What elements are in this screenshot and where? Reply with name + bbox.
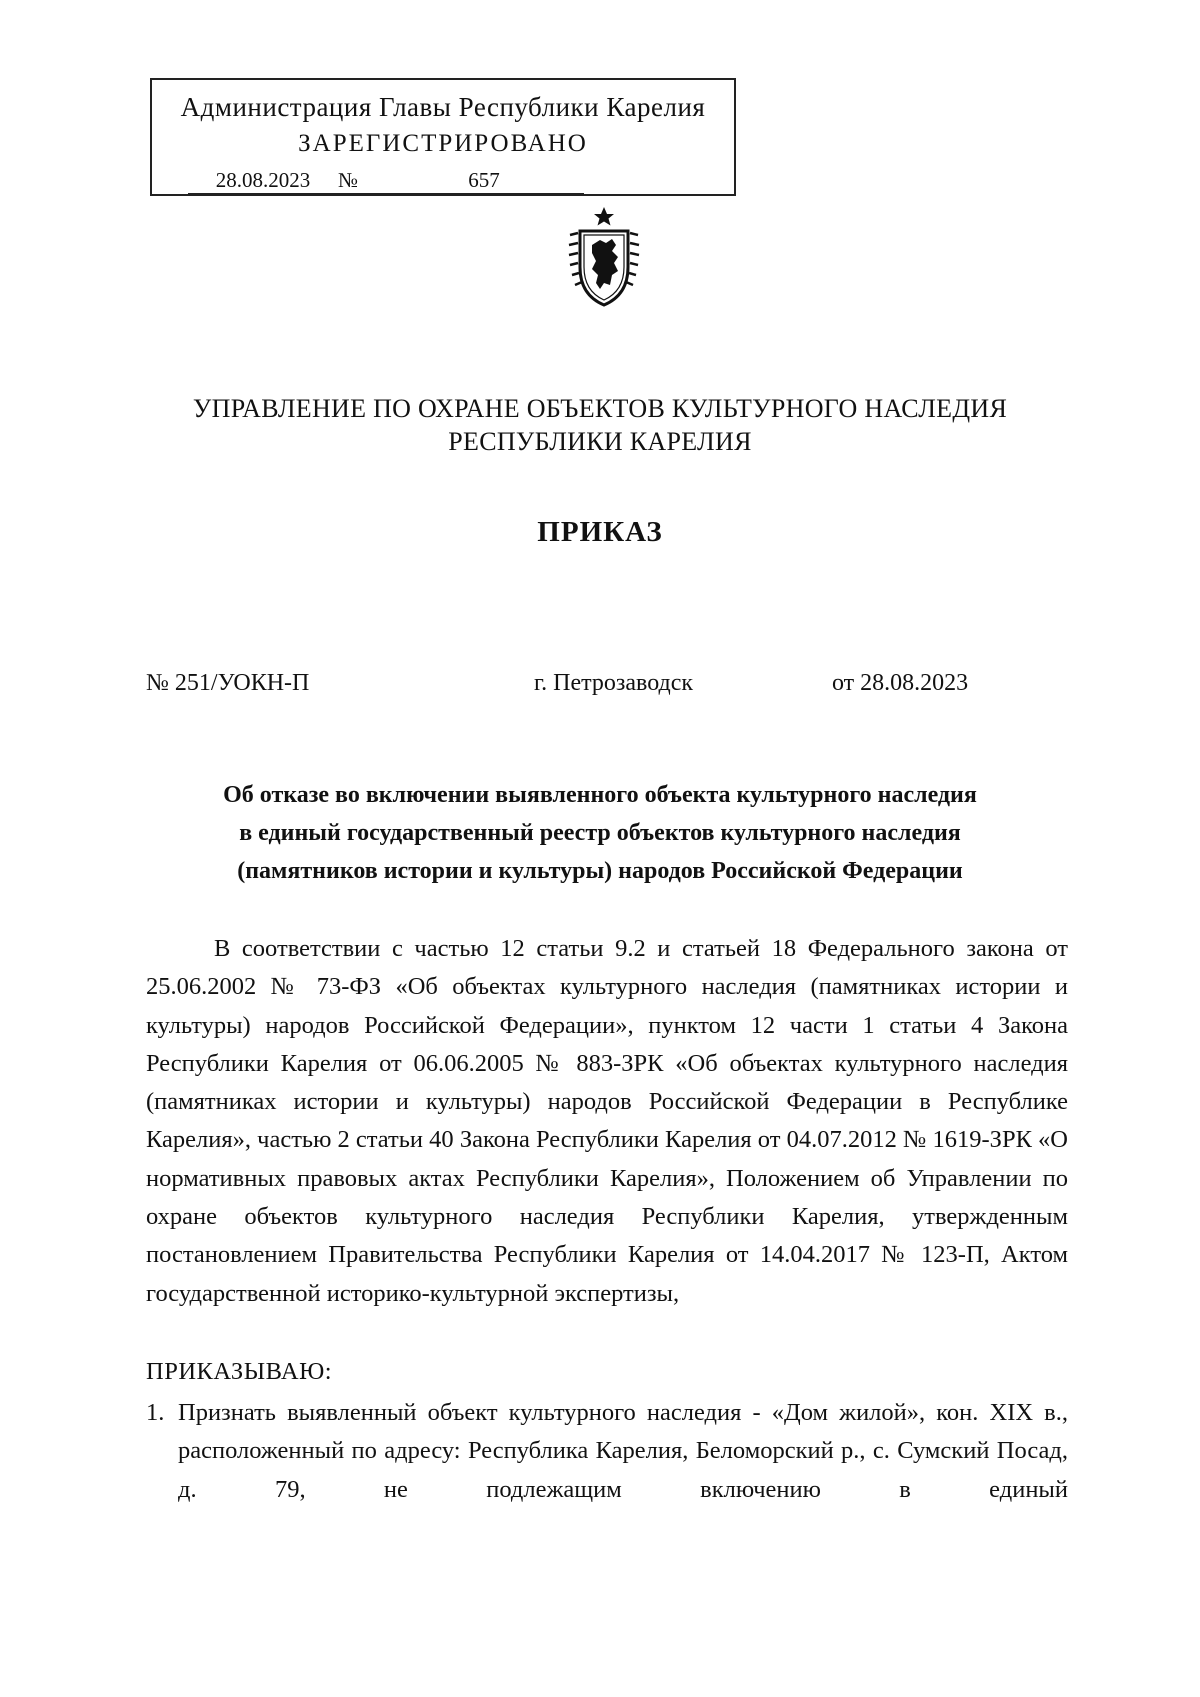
order-subject-line2: в единый государственный реестр объектов культурного наследия xyxy=(239,820,961,846)
order-item-number: 1. xyxy=(146,1399,165,1426)
order-directive: ПРИКАЗЫВАЮ: xyxy=(146,1358,333,1385)
order-number: № 251/УОКН-П xyxy=(146,670,310,696)
organization-name xyxy=(0,392,1200,458)
organization-name-line2: РЕСПУБЛИКИ КАРЕЛИЯ xyxy=(448,427,752,456)
stamp-status: ЗАРЕГИСТРИРОВАНО xyxy=(298,130,588,157)
stamp-registration-line xyxy=(188,168,584,194)
stamp-date: 28.08.2023 xyxy=(188,168,338,194)
order-item xyxy=(146,1394,1068,1509)
organization-name-line1: УПРАВЛЕНИЕ ПО ОХРАНЕ ОБЪЕКТОВ КУЛЬТУРНОГО НАСЛЕДИЯ xyxy=(192,394,1008,423)
order-city: г. Петрозаводск xyxy=(534,670,694,696)
stamp-number-sign: № xyxy=(338,168,384,194)
stamp-authority: Администрация Главы Республики Карелия xyxy=(180,92,706,122)
order-subject-line1: Об отказе во включении выявленного объекта культурного наследия xyxy=(223,782,977,808)
registration-stamp xyxy=(150,78,736,196)
order-subject-line3: (памятников истории и культуры) народов Российской Федерации xyxy=(237,858,963,884)
karelia-coat-of-arms-icon xyxy=(566,205,642,309)
stamp-number: 657 xyxy=(384,168,584,194)
order-date: от 28.08.2023 xyxy=(832,670,969,696)
document-type: ПРИКАЗ xyxy=(537,516,663,548)
order-subject xyxy=(0,776,1200,890)
order-item-text: Признать выявленный объект культурного наследия - «Дом жилой», кон. XIX в., расположенный по адресу: Республика Карелия, Беломорский р., с. Сумский Посад, д. 79, не подлежащим включению в единый xyxy=(178,1399,1068,1503)
preamble-paragraph: В соответствии с частью 12 статьи 9.2 и статьей 18 Федерального закона от 25.06.2002 № 73-ФЗ «Об объектах культурного наследия (памятниках истории и культуры) народов Российской Федерации», пунктом 12 части 1 статьи 4 Закона Республики Карелия от 06.06.2005 № 883-ЗРК «Об объектах культурного наследия (памятниках истории и культуры) народов Российской Федерации в Республике Карелия», частью 2 статьи 40 Закона Республики Карелия от 04.07.2012 № 1619-ЗРК «О нормативных правовых актах Республики Карелия», Положением об Управлении по охране объектов культурного наследия Республики Карелия, утвержденным постановлением Правительства Республики Карелия от 14.04.2017 № 123-П, Актом государственной историко-культурной экспертизы, xyxy=(146,935,1068,1307)
